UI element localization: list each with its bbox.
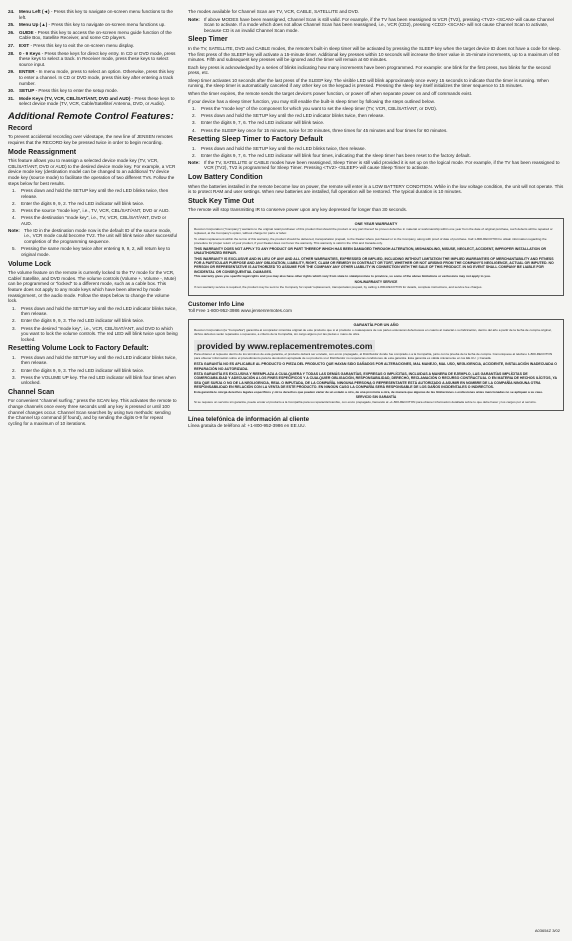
- step-text: Press the VOLUME UP key. The red LED indicator will blink four times when unlocked.: [21, 374, 176, 386]
- step-number: 3.: [12, 374, 16, 380]
- volume-lock-text: The volume feature on the remote is currently locked to the TV mode for the VCR, Cable/ Satellite, and DVD modes. The volume controls (Volume +, Volume -, Mute) can be programmed or "locked" to a different mode, such as a cable box. This feature does not apply to any mode keys which have been altered by mode reassignment, or the audio mode. Follow the steps below to change the volume lock.: [8, 270, 177, 304]
- step-text: Press down and hold the SETUP key until the red LED blinks twice, then release.: [201, 145, 366, 151]
- step-number: 3.: [12, 207, 16, 213]
- item-description: - Press this key to navigate on-screen menu functions to the left.: [19, 9, 173, 20]
- step-text: Enter the digits 9, 9, 2. The red LED indicator will blink twice.: [21, 200, 145, 206]
- item-number: 26.: [8, 29, 15, 35]
- garantia-p3: Esta garantía le otorga derechos legales específicos y otros derechos que pueden variar de un estado a otro, de una provincia a otra, de manera que algunas de las limitaciones o exclusiones antes mencionadas no se apliquen a su caso.: [194, 389, 544, 394]
- left-column: [8, 9, 178, 428]
- customer-info-heading: Customer Info Line: [188, 300, 245, 308]
- key-description-item: [8, 9, 178, 20]
- step-item: [12, 306, 178, 317]
- step-number: 3.: [192, 120, 196, 126]
- item-description: - Press these keys for direct key entry. In CD or DVD mode, press these keys to select a track. In Receiver mode, press these keys to select source input.: [19, 50, 176, 67]
- step-number: 3.: [12, 325, 16, 331]
- note-text: If the TV, SATELLITE or CABLE modes have been reassigned, Sleep Timer is still valid provided it is set up on the logical mode. For example, if the TV has been reassigned to VCR (TV2), TV2 is programmed for Sleep Timer. Pressing <TV2> <SLEEP> will cause Sleep Timer to activate.: [204, 159, 560, 171]
- step-item: [12, 188, 178, 199]
- linea-text: Línea gratuita de teléfono al: +1-800-952-3986 en EE.UU.: [188, 423, 306, 429]
- reset-sleep-heading: Resetting Sleep Timer to Factory Default: [188, 136, 323, 144]
- item-text: [19, 30, 178, 41]
- item-number: 27.: [8, 42, 15, 48]
- step-item: [12, 201, 178, 207]
- step-text: Press the desired "mode key", i.e., VCR, CBL/SAT/ANT, and DVD to which you want to lock the volume controls. The red LED will blink twice upon being locked.: [21, 325, 178, 342]
- document-code: A03654Z 3/02: [534, 928, 560, 934]
- step-item: [12, 326, 178, 343]
- step-item: [192, 113, 564, 119]
- step-number: 1.: [192, 106, 196, 112]
- step-text: Press down and hold the SETUP key until the red LED indicator blinks twice, then release.: [201, 113, 385, 119]
- step-number: 4.: [12, 214, 16, 220]
- step-text: Press down and hold the SETUP key until the red LED blinks twice, then release.: [21, 188, 169, 199]
- sleep-text-3: Sleep timer activates 10 seconds after the last press of the SLEEP key. The visible LED will blink approximately once every 15 seconds to indicate that the timer is running. When running, the sleep timer is automatically canceled if any other key on the keypad is pressed. Pressing the sleep key itself initializes the timer sequence to 15 minutes.: [188, 77, 549, 89]
- key-description-item: [8, 69, 178, 86]
- mode-note: [8, 228, 178, 245]
- garantia-p1: Recoton Corporation (la "Compañía") garantiza al comprador minorista original de este producto que si el producto o cualesquiera de sus partes estuvieran defectuosos en cuanto al material o su fabricación, dentro del año a partir de la fecha de compra original, dichos defectos serán reparados o repuestos, a criterio de la Compañía, sin cargo alguno por las piezas o mano de obra.: [194, 328, 552, 337]
- item-key-name: GUIDE: [19, 29, 34, 35]
- step-number: 2.: [192, 152, 196, 158]
- customer-info-text: Toll Free 1-800-952-3986 www.jensenremotes.com: [188, 308, 292, 314]
- step-text: Enter the digits 9, 9, 3. The red LED indicator will blink twice.: [21, 318, 145, 324]
- mode-step-5: [12, 246, 178, 257]
- step-item: [192, 120, 564, 126]
- modes-note: [188, 17, 564, 34]
- step-number: 2.: [12, 318, 16, 324]
- sleep-note: [188, 160, 564, 171]
- sleep-text-4: When the timer expires, the remote sends the target device's power function, or power off when separate power on and off commands exist.: [188, 91, 473, 97]
- step-item: [12, 355, 178, 366]
- step-item: [192, 153, 564, 159]
- warranty-box: [188, 218, 564, 296]
- step-item: [12, 208, 178, 214]
- mode-steps: [8, 188, 178, 226]
- garantia-p4: Si se requiere un servicio sin garantía, puede enviar el producto a la Compañía para su reparación/cambio, con envío prepagado, llamando al +1-800-RECOTON para obtener información detallada sobre lo que debe hacer y los cargos por el servicio.: [194, 400, 537, 405]
- modes-text: The modes available for Channel Scan are TV, VCR, CABLE, SATELLITE and DVD.: [188, 9, 360, 14]
- warranty-p2: To obtain replacement within the terms of this warranty, the product should be delivered, transportation prepaid, to the Dealer where purchased or to the Company, along with proof of date of purchase. Call 1-800-RECOTON to obtain information regarding the procedure for proper return of your product, if your Dealer does not honor the warranty. This warranty is valid in the USA and Canada only.: [194, 236, 547, 245]
- garantia-title: GARANTÍA POR UN AÑO: [353, 322, 399, 327]
- warranty-p4: If non-warranty service is required, the product may be sent to the Company for repair/ replacement, transportation prepaid, by calling 1-800-RECOTON for details, complete instructions, and service fee charges.: [194, 285, 483, 290]
- step-text: Enter the digits 9, 7, 6. The red LED indicator will blink twice.: [201, 120, 325, 126]
- step-item: [192, 128, 564, 134]
- non-warranty-heading: NON-WARRANTY SERVICE: [354, 280, 398, 285]
- item-text: [19, 43, 178, 49]
- key-description-item: [8, 51, 178, 68]
- item-number: 28.: [8, 50, 15, 56]
- garantia-exclusions: ESTA GARANTÍA NO ES APLICABLE AL PRODUCTO O PIEZA DEL PRODUCTO QUE HAYAN SIDO DAÑADOS POR ALTERACIONES, MAL MANEJO, MAL USO, NEGLIGENCIA, ACCIDENTE, INSTALACIÓN INADECUADA O REPARACIÓN NO AUTORIZADA.: [194, 362, 557, 371]
- step-text: Press down and hold the SETUP key until the red LED indicator blinks twice, then release.: [21, 305, 177, 317]
- step-number: 2.: [192, 113, 196, 119]
- key-descriptions-list: [8, 9, 178, 107]
- garantia-disclaimer: ESTA GARANTÍA ES EXCLUSIVA Y REEMPLAZA A CUALQUIERA Y TODAS LAS DEMÁS GARANTÍAS, EXPRESAS O IMPLÍCITAS, INCLUIDAS A MANERA DE EJEMPLO, LAS GARANTÍAS IMPLÍCITAS DE COMERCIABILIDAD Y ADECUACIÓN A LOS FINES ESPECÍFICOS Y A CUALQUIER OBLIGACIÓN, RESPONSABILIDAD, DERECHO, RECLAMACIÓN O RECURSO CONTRACTUAL O EN MATERIA DE HECHOS ILÍCITOS, YA SEA QUE SURJA O NO DE LA NEGLIGENCIA, REAL O IMPUTADA, DE LA COMPAÑÍA. NINGUNA PERSONA O REPRESENTANTE ESTÁ AUTORIZADO A ASUMIR EN NOMBRE DE LA COMPAÑÍA NINGUNA OTRA RESPONSABILIDAD EN RELACIÓN CON LA VENTA DE ESTE PRODUCTO. EN NINGÚN CASO LA COMPAÑÍA SERÁ RESPONSABLE DE LOS DAÑOS INCIDENTALES O INDIRECTOS.: [194, 372, 557, 389]
- item-text: [19, 51, 178, 68]
- reset-volume-steps: [8, 355, 178, 386]
- step-text: Pressing the same mode key twice after entering 9, 9, 2, will return key to original mode.: [21, 246, 171, 258]
- step-number: 1.: [12, 188, 16, 194]
- item-description: - Press this key to exit the on-screen menu display.: [29, 42, 135, 48]
- step-number: 2.: [12, 367, 16, 373]
- key-description-item: [8, 88, 178, 94]
- section-title: Additional Remote Control Features:: [8, 110, 174, 122]
- item-key-name: ENTER: [19, 69, 35, 75]
- key-description-item: [8, 43, 178, 49]
- step-item: [12, 368, 178, 374]
- record-text: To prevent accidental recording over videotape, the new line of JENSEN remotes requires that the RECORD key be pressed twice in order to begin recording.: [8, 134, 173, 145]
- mode-reassignment-text: This feature allows you to reassign a selected device mode key (TV, VCR, CBL/SAT/ANT, DVD or AUD) to the desired device mode key. For example, a VCR device mode key (destination model can be changed to an additional TV device mode key (source mode) to facilitate the operation of two different TVs. Follow the steps below for best results.: [8, 158, 176, 186]
- step-text: Press the source "mode key", i.e., TV, VCR, CBL/SAT/ANT, DVD or AUD.: [21, 207, 170, 213]
- source-banner: provided by www.replacementremotes.com: [194, 340, 375, 352]
- item-number: 25.: [8, 22, 15, 28]
- key-description-item: [8, 22, 178, 28]
- step-text: Enter the digits 9, 9, 3. The red LED indicator will blink twice.: [21, 367, 145, 373]
- step-text: Press the "mode key" of the component for which you want to set the sleep timer (TV, VCR, CBL/SAT/ANT, or DVD).: [201, 106, 438, 112]
- item-key-name: SETUP: [19, 88, 35, 94]
- mode-reassignment-heading: Mode Reassignment: [8, 148, 77, 156]
- item-number: 30.: [8, 88, 15, 94]
- step-number: 1.: [192, 145, 196, 151]
- note-label: Note:: [8, 227, 20, 233]
- item-text: [19, 22, 178, 28]
- servicio-heading: SERVICIO SIN GARANTÍA: [355, 395, 397, 400]
- warranty-title: ONE YEAR WARRANTY: [354, 221, 398, 226]
- garantia-p2: Para obtener el repuesto dentro de los términos de esta garantía, el producto deberá ser enviado, con envío prepagado, al Distribuidor donde fue comprado o a la Compañía, junto con la prueba de la fecha de compra. Comuníquese al teléfono 1-800-RECOTON para obtener información sobre el procedimiento para la devolución apropiada de su producto si el Distribuidor no respeta las condiciones de esta garantía. Esta garantía es válida únicamente en los EE.UU. y Canadá.: [194, 352, 553, 360]
- stuck-key-heading: Stuck Key Time Out: [188, 197, 255, 205]
- item-key-name: EXIT: [19, 42, 30, 48]
- step-item: [12, 318, 178, 324]
- channel-scan-text: For convenient "channel surfing," press the SCAN key. This activates the remote to change channels once every three seconds until any key is pressed or until 100 channel changes occur. Channel Scan searches by using two methods: sending the Channel Up command (if found), and by sending the digits 0-9 for repeat cycling for a maximum of 10 iterations.: [8, 398, 177, 426]
- item-key-name: Menu Left (◄): [19, 9, 50, 14]
- item-description: - Press these keys to select device mode (TV, VCR, Cable/Satellite/ Antenna, DVD, or Audio).: [19, 95, 175, 107]
- item-key-name: Menu Up (▲): [19, 22, 48, 28]
- garantia-box: [188, 319, 564, 411]
- item-number: 24.: [8, 9, 15, 14]
- item-description: - In menu mode, press to select an option. Otherwise, press this key to enter a channel. In CD or DVD mode, press this key after entering a track number.: [19, 69, 175, 86]
- sleep-text-5: If your device has a sleep timer function, you may still enable the built-in sleep timer by following the steps outlined below.: [188, 98, 435, 104]
- step-number: 2.: [12, 200, 16, 206]
- note-text: The ID in the destination mode now is the default ID of the source mode, i.e., VCR mode could become TV2. The unit will blink twice after successful completion of the programming sequence.: [24, 227, 178, 244]
- note-label: Note:: [188, 16, 200, 22]
- step-text: Enter the digits 9, 7, 6. The red LED indicator will blink four times, indicating that the sleep timer has been reset to the factory default.: [201, 152, 471, 158]
- key-description-item: [8, 30, 178, 41]
- right-column: [188, 9, 564, 431]
- item-text: [19, 69, 178, 86]
- item-key-name: 0 - 9 Keys: [19, 50, 41, 56]
- low-battery-heading: Low Battery Condition: [188, 174, 263, 182]
- step-number: 5.: [12, 246, 16, 252]
- reset-volume-heading: Resetting Volume Lock to Factory Default:: [8, 345, 149, 353]
- step-item: [12, 215, 178, 226]
- step-number: 1.: [12, 354, 16, 360]
- step-item: [12, 375, 178, 386]
- item-description: - Press this key to enter the setup mode.: [34, 88, 119, 94]
- linea-heading: Línea telefónica de información al cliente: [188, 415, 310, 423]
- channel-scan-heading: Channel Scan: [8, 388, 55, 396]
- warranty-p3: This warranty gives you specific legal rights and you may also have other rights which vary from state to state/province to province, so some of the above limitations or exclusions may not apply to you.: [194, 274, 491, 279]
- sleep-text-1: In the TV, SATELLITE, DVD and CABLE modes, the remote's built-in sleep timer will be activated by pressing the SLEEP key when the target device ID does not have a code for sleep. The first press of the SLEEP key will activate a 15-minute timer. Additional key presses within 10 seconds will increase the timer value in 15-minute increments, up to a maximum of 60 minutes. Fifth and subsequent key presses will be ignored and the timer will remain at 60 minutes.: [188, 45, 561, 63]
- sleep-steps: [188, 106, 564, 133]
- step-text: Press the destination "mode key", i.e., TV, VCR, CBL/SAT/ANT, DVD or AUD.: [21, 214, 167, 226]
- step-item: [192, 106, 564, 112]
- step-number: 1.: [12, 305, 16, 311]
- record-heading: Record: [8, 124, 33, 132]
- warranty-p1: Recoton Corporation ("Company") warrants to the original retail purchaser of this product that should the product or any part thereof be proven defective in material or workmanship within one year from the date of original purchase, such defects will be repaired or replaced, at the Company's option, without charge for parts or labor.: [194, 227, 553, 236]
- reset-sleep-steps: [188, 146, 564, 159]
- warranty-disclaimer: THIS WARRANTY IS EXCLUSIVE AND IN LIEU OF ANY AND ALL OTHER WARRANTIES, EXPRESSED OR IMPLIED, INCLUDING WITHOUT LIMITATION THE IMPLIED WARRANTIES OF MERCHANTABILITY AND FITNESS FOR A PARTICULAR PURPOSE AND ANY OBLIGATION, LIABILITY, RIGHT, CLAIM OR REMEDY IN CONTRACT OR TORT, WHETHER OR NOT ARISING FROM THE COMPANY'S NEGLIGENCE, ACTUAL OR IMPUTED. NO PERSON OR REPRESENTATIVE IS AUTHORIZED TO ASSUME FOR THE COMPANY ANY OTHER LIABILITY IN CONNECTION WITH THE SALE OF THIS PRODUCT. IN NO EVENT SHALL COMPANY BE LIABLE FOR INCIDENTAL OR CONSEQUENTIAL DAMAGES.: [194, 257, 554, 274]
- sleep-timer-heading: Sleep Timer: [188, 36, 228, 44]
- volume-lock-heading: Volume Lock: [8, 260, 52, 268]
- item-number: 29.: [8, 69, 15, 75]
- item-text: [19, 9, 178, 20]
- volume-steps: [8, 306, 178, 343]
- warranty-exclusions: THIS WARRANTY DOES NOT APPLY TO ANY PRODUCT OR PART THEREOF WHICH HAS BEEN DAMAGED THROUGH ALTERATION, MISHANDLING, MISUSE, NEGLECT, ACCIDENT, IMPROPER INSTALLATION OR UNAUTHORIZED REPAIR.: [194, 247, 547, 256]
- item-text: [19, 96, 178, 107]
- item-text: [19, 88, 178, 94]
- step-number: 4.: [192, 127, 196, 133]
- low-battery-text: When the batteries installed in the remote become low on power, the remote will enter in a LOW BATTERY CONDITION. While in the low voltage condition, the unit will not operate. This is to protect RAM and user settings. When new batteries are installed, full operation will be restored. The typical duration is 10 minutes.: [188, 183, 564, 195]
- key-description-item: [8, 96, 178, 107]
- note-label: Note:: [188, 159, 200, 165]
- item-key-name: Mode Keys (TV, VCR, CBL/SAT/ANT, DVD and AUD): [19, 95, 131, 101]
- stuck-key-text: The remote will stop transmitting IR to conserve power upon any key depressed for longer than 30 seconds.: [188, 207, 408, 213]
- item-number: 31.: [8, 95, 15, 101]
- item-description: - Press this key to navigate on-screen menu functions up.: [47, 22, 166, 28]
- step-text: Press the SLEEP key once for 15 minutes, twice for 30 minutes, three times for 45 minutes and four times for 60 minutes.: [201, 127, 448, 133]
- note-text: If above MODES have been reassigned, Channel Scan is still valid. For example, if the TV has been reassigned to VCR (TV2), pressing <TV2> <SCAN> will cause Channel Scan to activate. If a mode which does not allow Channel Scan has been reassigned, i.e., VCR (CD2), pressing <CD2> <SCAN> will not cause Channel Scan to activate, because CD is an invalid Channel Scan mode.: [204, 16, 554, 33]
- sleep-text-2: Each key press is acknowledged by a series of blinks indicating how many increments have been programmed. For example: one blink for the first press, two blinks for the second press, etc.: [188, 64, 551, 76]
- step-text: Press down and hold the SETUP key until the red LED indicator blinks twice, then release.: [21, 354, 177, 366]
- item-description: - Press this key to access the on-screen menu guide function of the Cable Box, Satellite Receiver, and some CD players.: [19, 29, 172, 41]
- step-item: [192, 146, 564, 152]
